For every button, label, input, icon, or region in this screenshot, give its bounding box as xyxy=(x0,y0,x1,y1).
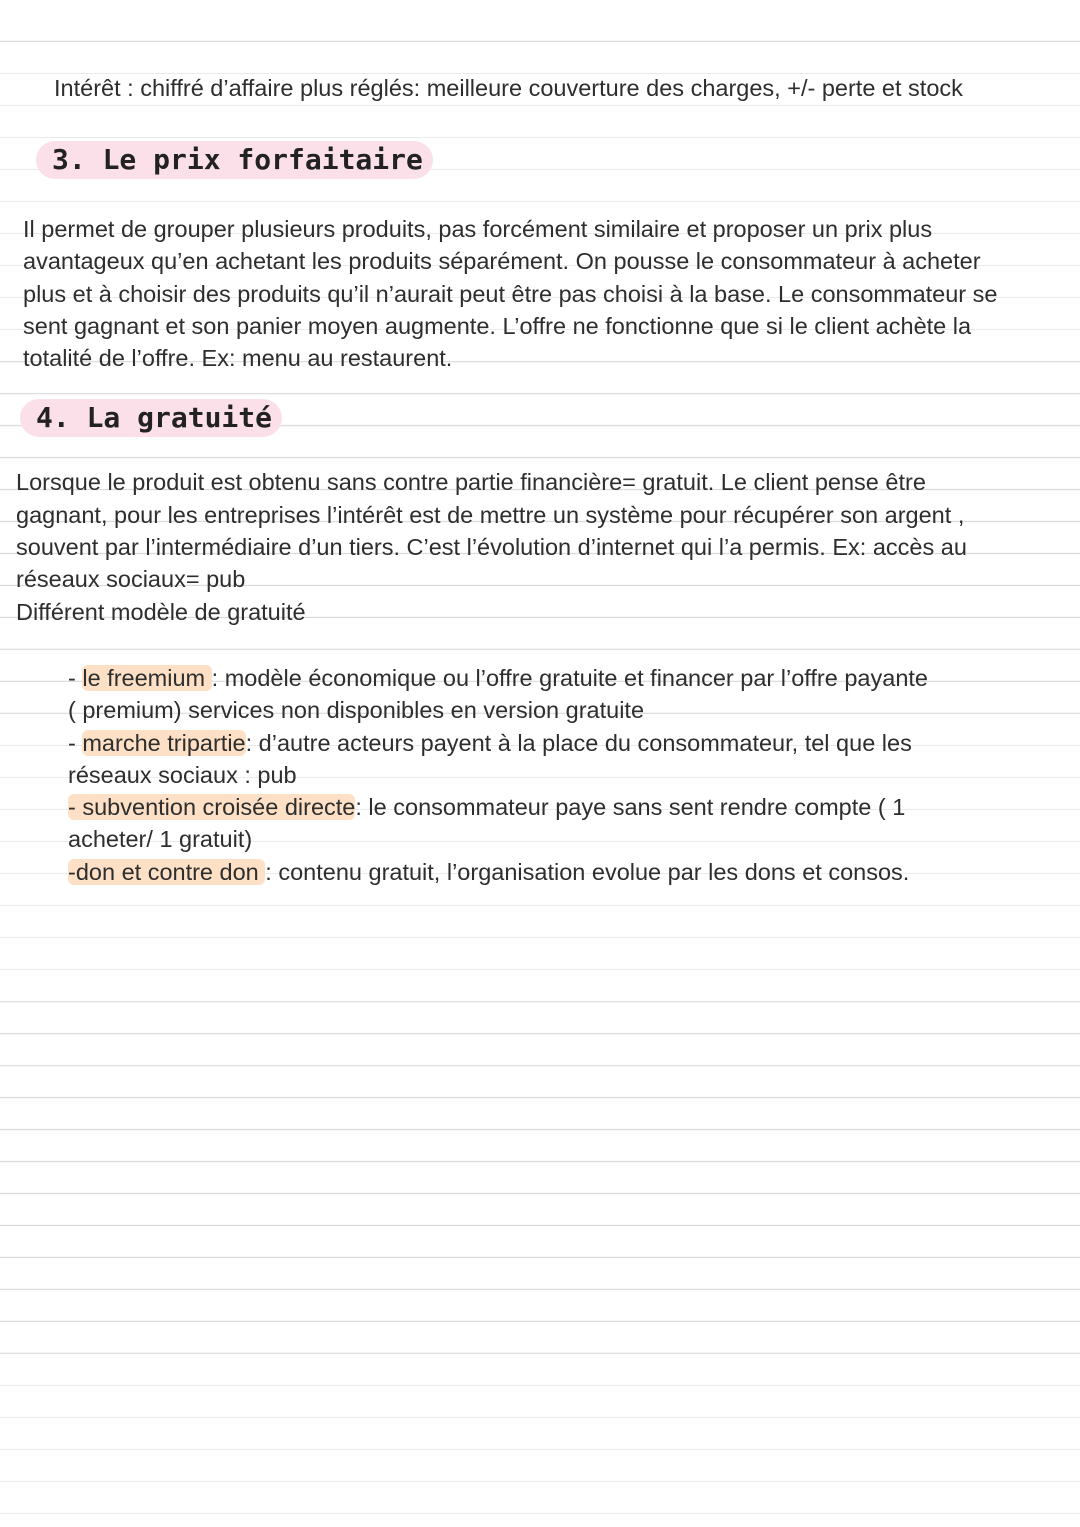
model-description: : le consommateur paye sans sent rendre compte ( 1 xyxy=(355,794,906,820)
section-3-line-1: Il permet de grouper plusieurs produits, pas forcément similaire et proposer un prix plus xyxy=(23,216,933,242)
model-cross-subsidy xyxy=(68,791,905,823)
section-4-line-2: gagnant, pour les entreprises l’intérêt est de mettre un système pour récupérer son argent , xyxy=(16,502,965,528)
section-4-line-4: réseaux sociaux= pub xyxy=(16,566,246,592)
model-description: : d’autre acteurs payent à la place du consommateur, tel que les xyxy=(245,730,912,756)
model-freemium xyxy=(68,662,928,694)
model-description: : contenu gratuit, l’organisation evolue par les dons et consos. xyxy=(265,859,910,885)
section-3-line-4: sent gagnant et son panier moyen augmente. L’offre ne fonctionne que si le client achète la xyxy=(23,313,972,339)
section-4-line-1: Lorsque le produit est obtenu sans contre partie financière= gratuit. Le client pense être xyxy=(16,469,926,495)
model-tripartite-continuation: réseaux sociaux : pub xyxy=(68,762,297,788)
highlighted-term: - subvention croisée directe xyxy=(68,794,356,820)
section-3-heading: 3. Le prix forfaitaire xyxy=(36,141,433,179)
section-3-line-2: avantageux qu’en achetant les produits séparément. On pousse le consommateur à acheter xyxy=(23,248,981,274)
model-cross-subsidy-continuation: acheter/ 1 gratuit) xyxy=(68,826,253,852)
model-prefix: - xyxy=(68,665,83,691)
model-prefix: - xyxy=(68,730,83,756)
highlighted-term: -don et contre don xyxy=(68,859,266,885)
section-4-line-5: Différent modèle de gratuité xyxy=(16,599,306,625)
section-4-line-3: souvent par l’intermédiaire d’un tiers. C’est l’évolution d’internet qui l’a permis. Ex: accès au xyxy=(16,534,967,560)
model-gift xyxy=(68,856,909,888)
top-note: Intérêt : chiffré d’affaire plus réglés: meilleure couverture des charges, +/- perte et stock xyxy=(54,75,963,101)
section-3-line-3: plus et à choisir des produits qu’il n’aurait peut être pas choisi à la base. Le consommateur se xyxy=(23,281,998,307)
model-freemium-continuation: ( premium) services non disponibles en version gratuite xyxy=(68,697,645,723)
highlighted-term: le freemium xyxy=(82,665,212,691)
model-description: : modèle économique ou l’offre gratuite et financer par l’offre payante xyxy=(211,665,928,691)
highlighted-term: marche tripartie xyxy=(82,730,246,756)
section-3-line-5: totalité de l’offre. Ex: menu au restaurent. xyxy=(23,345,453,371)
model-tripartite xyxy=(68,727,912,759)
section-4-heading: 4. La gratuité xyxy=(20,399,282,437)
